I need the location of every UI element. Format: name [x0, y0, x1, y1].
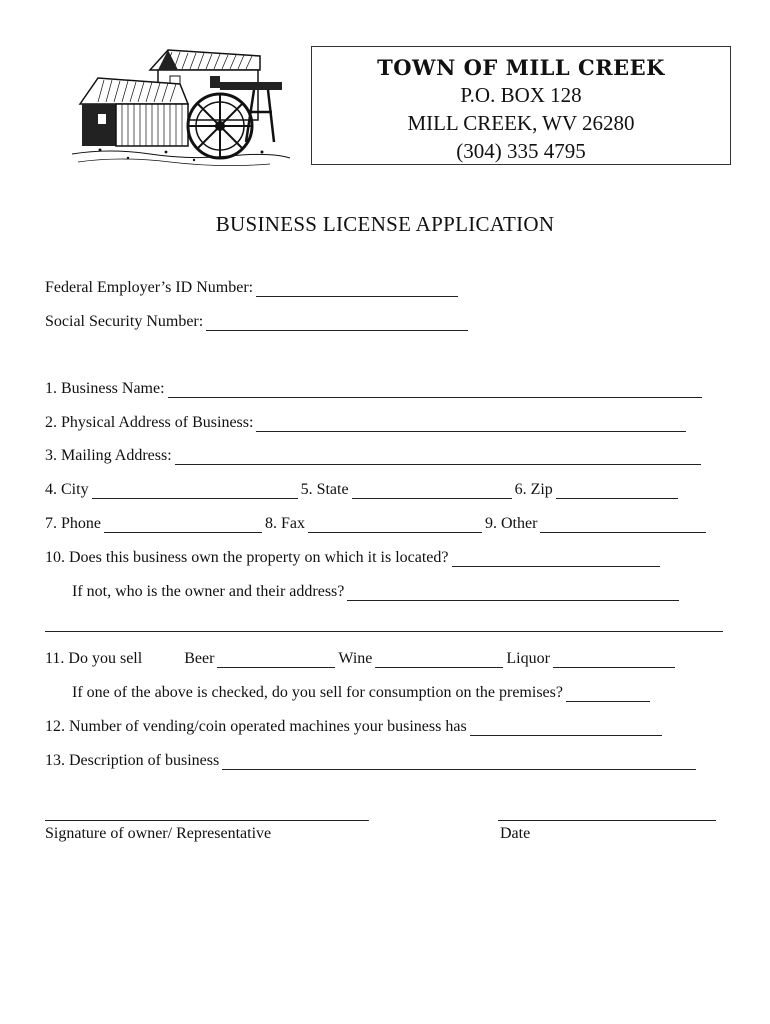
- physical-address-label: 2. Physical Address of Business:: [45, 414, 254, 431]
- owner-address-row: [72, 581, 682, 601]
- owner-address-label: If not, who is the owner and their address?: [72, 583, 345, 600]
- mailing-address-label: 3. Mailing Address:: [45, 447, 172, 464]
- vending-row: [45, 716, 665, 736]
- date-field[interactable]: [498, 820, 716, 821]
- physical-address-row: [45, 412, 689, 432]
- premises-label: If one of the above is checked, do you sell for consumption on the premises?: [72, 684, 563, 701]
- city-label: 4. City: [45, 481, 89, 498]
- own-property-label: 10. Does this business own the property on which it is located?: [45, 549, 449, 566]
- fax-field[interactable]: [308, 517, 482, 533]
- phone-fax-other-row: [45, 513, 709, 533]
- business-name-label: 1. Business Name:: [45, 380, 165, 397]
- fein-field[interactable]: [256, 281, 458, 297]
- owner-address-field-line2[interactable]: [45, 631, 723, 632]
- business-name-field[interactable]: [168, 382, 702, 398]
- business-name-row: [45, 378, 705, 398]
- date-label: Date: [500, 825, 531, 842]
- phone-field[interactable]: [104, 517, 262, 533]
- liquor-field[interactable]: [553, 652, 675, 668]
- town-phone: (304) 335 4795: [456, 139, 586, 163]
- ssn-label: Social Security Number:: [45, 313, 204, 330]
- description-row: [45, 750, 699, 770]
- own-property-row: [45, 547, 663, 567]
- city-field[interactable]: [92, 483, 298, 499]
- town-name: TOWN OF MILL CREEK: [377, 55, 665, 80]
- mill-logo: [70, 42, 292, 170]
- wine-field[interactable]: [375, 652, 503, 668]
- phone-label: 7. Phone: [45, 515, 101, 532]
- sell-label: 11. Do you sell: [45, 650, 143, 667]
- city-state-zip: MILL CREEK, WV 26280: [407, 111, 635, 135]
- other-label: 9. Other: [485, 515, 538, 532]
- zip-field[interactable]: [556, 483, 678, 499]
- signature-field[interactable]: [45, 820, 369, 821]
- owner-address-field[interactable]: [347, 585, 679, 601]
- po-box: P.O. BOX 128: [460, 83, 582, 107]
- city-state-zip-row: [45, 479, 681, 499]
- zip-label: 6. Zip: [514, 481, 553, 498]
- mailing-address-field[interactable]: [175, 449, 701, 465]
- state-label: 5. State: [300, 481, 349, 498]
- other-field[interactable]: [540, 517, 706, 533]
- mailing-address-row: [45, 445, 704, 465]
- beer-label: Beer: [184, 650, 215, 667]
- vending-label: 12. Number of vending/coin operated machines your business has: [45, 718, 467, 735]
- wine-label: Wine: [338, 650, 373, 667]
- ssn-field[interactable]: [206, 315, 468, 331]
- form-title: BUSINESS LICENSE APPLICATION: [215, 212, 555, 236]
- fein-label: Federal Employer’s ID Number:: [45, 279, 254, 296]
- ssn-row: [45, 311, 471, 331]
- premises-row: [72, 682, 653, 702]
- premises-field[interactable]: [566, 686, 650, 702]
- beer-field[interactable]: [217, 652, 335, 668]
- description-field[interactable]: [222, 754, 696, 770]
- liquor-label: Liquor: [506, 650, 550, 667]
- own-property-field[interactable]: [452, 551, 660, 567]
- fax-label: 8. Fax: [265, 515, 305, 532]
- alcohol-row: [45, 648, 678, 668]
- town-address-box: [311, 46, 731, 165]
- signature-label: Signature of owner/ Representative: [45, 825, 272, 842]
- vending-field[interactable]: [470, 720, 662, 736]
- physical-address-field[interactable]: [256, 416, 686, 432]
- state-field[interactable]: [352, 483, 512, 499]
- description-label: 13. Description of business: [45, 752, 220, 769]
- fein-row: [45, 277, 461, 297]
